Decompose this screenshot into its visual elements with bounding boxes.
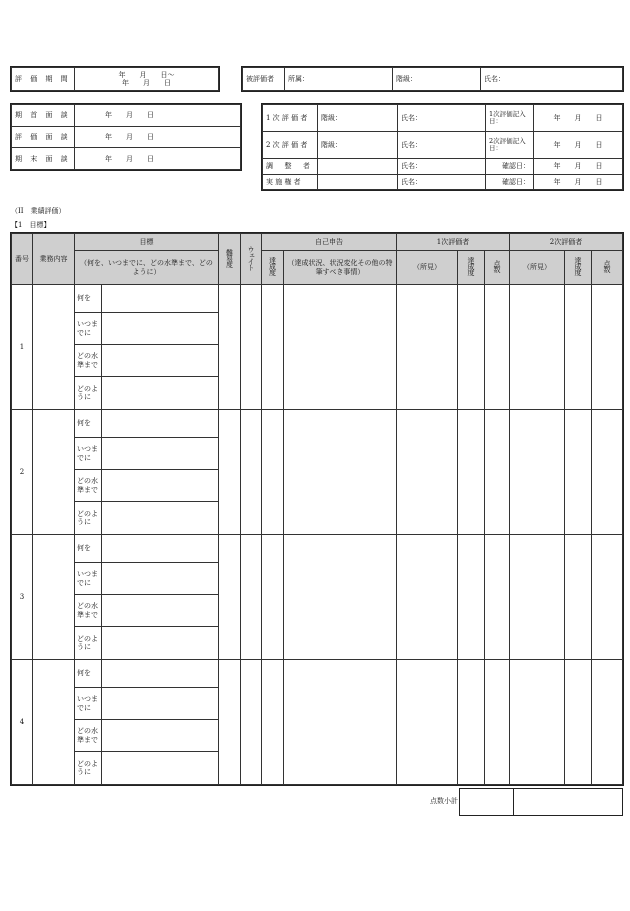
eval1-score-cell[interactable] [485, 285, 510, 410]
goal-item-input[interactable] [102, 752, 219, 785]
goal-item-label: どの水準まで [75, 345, 102, 377]
col-self-note: （達成状況、状況変化その他の特筆すべき事情） [284, 251, 397, 285]
goal-item-label: いつまでに [75, 438, 102, 470]
goal-item-input[interactable] [102, 345, 219, 377]
col-weight-text: ウェイト [247, 245, 256, 270]
col-difficulty [219, 234, 241, 285]
self-achieve-cell[interactable] [262, 410, 284, 535]
evaluator-row [263, 132, 623, 159]
goal-number: 2 [12, 410, 33, 535]
col-self-achieve [262, 251, 284, 285]
eval2-achieve-cell[interactable] [565, 660, 592, 785]
goal-item-label: 何を [75, 660, 102, 688]
evaluator-date-label: 確認日： [486, 174, 534, 189]
goal-item-label: どの水準まで [75, 470, 102, 502]
work-cell[interactable] [33, 660, 75, 785]
goal-number: 1 [12, 285, 33, 410]
evaluator-grade[interactable] [318, 159, 398, 174]
evaluator-name[interactable]: 氏名： [398, 132, 486, 159]
goal-row [12, 660, 623, 688]
col-score-2 [592, 251, 623, 285]
eval1-opinion-cell[interactable] [397, 535, 458, 660]
header-subrow [12, 251, 623, 285]
evaluator-grade[interactable]: 階級： [318, 132, 398, 159]
difficulty-cell[interactable] [219, 285, 241, 410]
eval1-score-cell[interactable] [485, 410, 510, 535]
evaluatee-name[interactable]: 氏名： [481, 68, 623, 91]
self-achieve-cell[interactable] [262, 660, 284, 785]
interview-row [12, 148, 241, 170]
goal-item-label: どの水準まで [75, 595, 102, 627]
evaluator-table [262, 104, 623, 190]
subtotal-label: 点数小計 [430, 797, 458, 805]
self-note-cell[interactable] [284, 660, 397, 785]
goal-item-label: いつまでに [75, 563, 102, 595]
self-note-cell[interactable] [284, 410, 397, 535]
goal-item-input[interactable] [102, 470, 219, 502]
goal-row [12, 410, 623, 438]
eval2-opinion-cell[interactable] [510, 660, 565, 785]
goal-item-label: いつまでに [75, 313, 102, 345]
weight-cell[interactable] [241, 410, 262, 535]
interview-date[interactable]: 年 月 日 [75, 148, 241, 170]
goal-number: 3 [12, 535, 33, 660]
evaluator-date-label: 確認日： [486, 159, 534, 174]
subtotal-eval2[interactable] [514, 789, 623, 816]
interview-label: 期 首 面 談 [12, 105, 75, 127]
col-eval1: 1次評価者 [397, 234, 510, 251]
goal-item-input[interactable] [102, 410, 219, 438]
eval1-opinion-cell[interactable] [397, 410, 458, 535]
evaluator-date[interactable]: 年 月 日 [534, 132, 623, 159]
interview-date[interactable]: 年 月 日 [75, 105, 241, 127]
period-label: 評 価 期 間 [12, 68, 75, 91]
evaluator-date[interactable]: 年 月 日 [534, 159, 623, 174]
evaluator-name[interactable]: 氏名： [398, 159, 486, 174]
col-score-2-text: 点数 [603, 260, 612, 273]
goal-item-label: 何を [75, 285, 102, 313]
work-cell[interactable] [33, 410, 75, 535]
eval1-achieve-cell[interactable] [458, 410, 485, 535]
evaluatee-label: 被評価者 [243, 68, 285, 91]
weight-cell[interactable] [241, 660, 262, 785]
eval2-achieve-cell[interactable] [565, 535, 592, 660]
eval1-opinion-cell[interactable] [397, 660, 458, 785]
period-end: 年 月 日 [122, 79, 171, 87]
evaluatee-table [242, 67, 623, 91]
eval1-score-cell[interactable] [485, 535, 510, 660]
evaluatee-grade[interactable]: 階級： [393, 68, 481, 91]
eval1-score-cell[interactable] [485, 660, 510, 785]
eval2-opinion-cell[interactable] [510, 410, 565, 535]
eval2-achieve-cell[interactable] [565, 410, 592, 535]
weight-cell[interactable] [241, 285, 262, 410]
goal-row [12, 535, 623, 563]
goal-item-label: 何を [75, 410, 102, 438]
col-goal-sub: （何を、いつまでに、どの水準まで、どのように） [75, 251, 219, 285]
col-self-achieve-text: 達成度 [268, 257, 277, 276]
goal-row [12, 285, 623, 313]
evaluator-row [263, 105, 623, 132]
goal-item-label: どの水準まで [75, 720, 102, 752]
evaluator-row [263, 174, 623, 189]
eval2-opinion-cell[interactable] [510, 535, 565, 660]
goal-item-input[interactable] [102, 535, 219, 563]
goal-item-input[interactable] [102, 285, 219, 313]
interview-table [11, 104, 241, 170]
goal-item-input[interactable] [102, 313, 219, 345]
goal-item-input[interactable] [102, 688, 219, 720]
evaluatee-dept[interactable]: 所属： [285, 68, 393, 91]
goal-item-label: 何を [75, 535, 102, 563]
evaluator-grade[interactable] [318, 174, 398, 189]
interview-label: 評 価 面 談 [12, 126, 75, 148]
interview-row [12, 105, 241, 127]
col-weight [241, 234, 262, 285]
eval2-score-cell[interactable] [592, 410, 623, 535]
col-achieve-2 [565, 251, 592, 285]
evaluator-name[interactable]: 氏名： [398, 105, 486, 132]
col-goal: 目標 [75, 234, 219, 251]
self-note-cell[interactable] [284, 285, 397, 410]
period-start: 年 月 日〜 [118, 70, 175, 79]
goal-item-input[interactable] [102, 660, 219, 688]
col-eval2: 2次評価者 [510, 234, 623, 251]
evaluator-row [263, 159, 623, 174]
evaluator-date[interactable]: 年 月 日 [534, 105, 623, 132]
col-opinion-2: （所見） [510, 251, 565, 285]
eval1-achieve-cell[interactable] [458, 660, 485, 785]
self-note-cell[interactable] [284, 535, 397, 660]
goals-table [11, 233, 623, 785]
col-self: 自己申告 [262, 234, 397, 251]
eval2-opinion-cell[interactable] [510, 285, 565, 410]
difficulty-cell[interactable] [219, 410, 241, 535]
col-score-1 [485, 251, 510, 285]
goal-item-label: どのように [75, 377, 102, 410]
subtotal-eval1[interactable] [460, 789, 514, 816]
col-work: 業務内容 [33, 234, 75, 285]
goal-item-input[interactable] [102, 627, 219, 660]
goal-item-label: どのように [75, 752, 102, 785]
eval1-opinion-cell[interactable] [397, 285, 458, 410]
evaluator-date-label: 2次評価記入日： [486, 132, 534, 159]
evaluator-date[interactable]: 年 月 日 [534, 174, 623, 189]
evaluator-date-label: 1次評価記入日： [486, 105, 534, 132]
eval1-achieve-cell[interactable] [458, 535, 485, 660]
work-cell[interactable] [33, 535, 75, 660]
col-achieve-2-text: 達成度 [574, 257, 583, 276]
evaluator-role: 1 次 評 価 者 [263, 105, 318, 132]
interview-row [12, 126, 241, 148]
goal-item-input[interactable] [102, 563, 219, 595]
col-difficulty-text: 難易度 [225, 248, 234, 267]
work-cell[interactable] [33, 285, 75, 410]
goal-item-label: どのように [75, 627, 102, 660]
subsection-title: 【1 目標】 [11, 221, 51, 229]
self-achieve-cell[interactable] [262, 285, 284, 410]
header-row [12, 234, 623, 251]
difficulty-cell[interactable] [219, 535, 241, 660]
eval2-score-cell[interactable] [592, 285, 623, 410]
section-title: （II 業績評価） [11, 207, 66, 215]
interview-date[interactable]: 年 月 日 [75, 126, 241, 148]
interview-label: 期 末 面 談 [12, 148, 75, 170]
goal-number: 4 [12, 660, 33, 785]
eval2-achieve-cell[interactable] [565, 285, 592, 410]
period-dates[interactable] [75, 68, 219, 91]
goal-item-label: いつまでに [75, 688, 102, 720]
goal-item-label: どのように [75, 502, 102, 535]
evaluator-role: 調 整 者 [263, 159, 318, 174]
eval1-achieve-cell[interactable] [458, 285, 485, 410]
col-no: 番号 [12, 234, 33, 285]
col-opinion-1: （所見） [397, 251, 458, 285]
evaluator-role: 2 次 評 価 者 [263, 132, 318, 159]
eval2-score-cell[interactable] [592, 535, 623, 660]
col-achieve-1-text: 達成度 [467, 257, 476, 276]
evaluator-name[interactable]: 氏名： [398, 174, 486, 189]
evaluator-role: 実 施 権 者 [263, 174, 318, 189]
goal-item-input[interactable] [102, 720, 219, 752]
self-achieve-cell[interactable] [262, 535, 284, 660]
col-achieve-1 [458, 251, 485, 285]
goal-item-input[interactable] [102, 595, 219, 627]
goal-item-input[interactable] [102, 377, 219, 410]
subtotal-table [459, 788, 623, 816]
period-table [11, 67, 219, 91]
evaluator-grade[interactable]: 階級： [318, 105, 398, 132]
weight-cell[interactable] [241, 535, 262, 660]
eval2-score-cell[interactable] [592, 660, 623, 785]
goal-item-input[interactable] [102, 502, 219, 535]
difficulty-cell[interactable] [219, 660, 241, 785]
goal-item-input[interactable] [102, 438, 219, 470]
col-score-1-text: 点数 [493, 260, 502, 273]
